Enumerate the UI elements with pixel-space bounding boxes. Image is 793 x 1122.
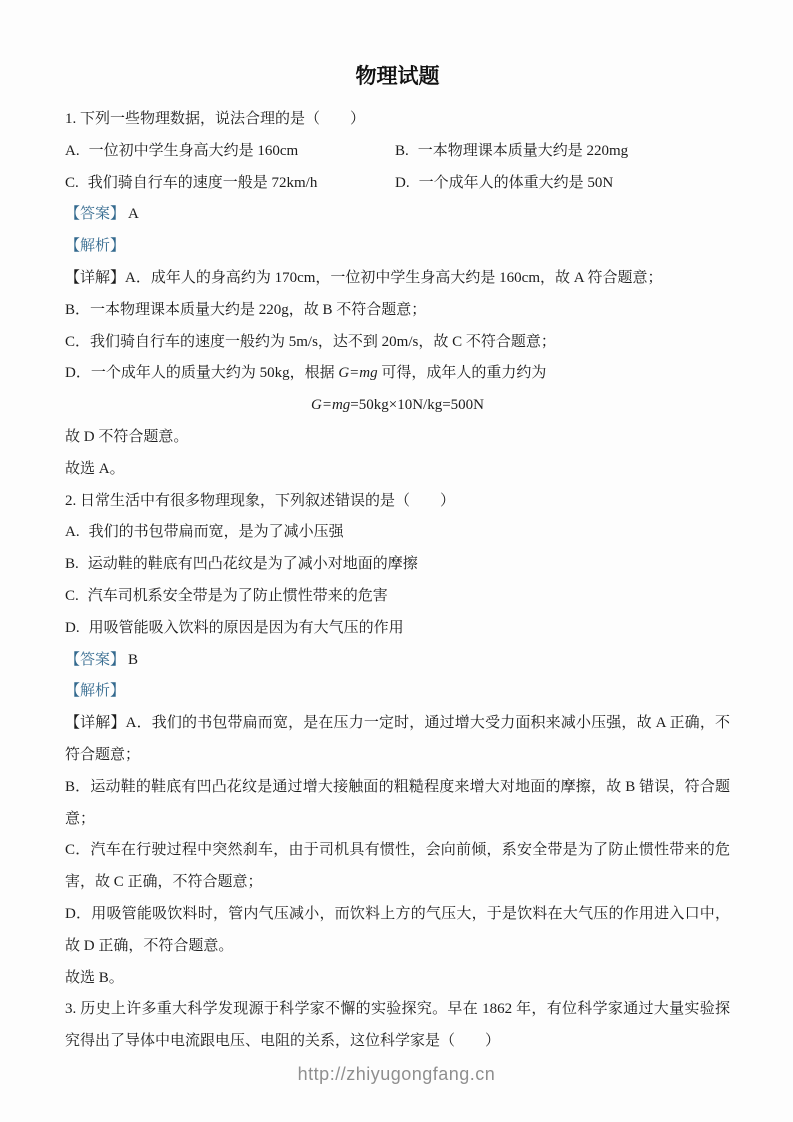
question-1-choice: 故选 A。 (65, 460, 125, 477)
option-text: 我们的书包带扁而宽，是为了减小压强 (88, 524, 344, 541)
question-3-stem: 3. 历史上许多重大科学发现源于科学家不懈的实验探究。早在 1862 年，有位科学家通过大量实验探究得出了导体中电流跟电压、电阻的关系，这位科学家是（ ） (65, 1001, 730, 1050)
option-label: C. (65, 174, 79, 191)
gravity-formula (65, 390, 730, 422)
detail-text: 可得，成年人的重力约为 (377, 365, 547, 382)
question-1-detail-b: B．一本物理课本质量大约是 220g，故 B 不符合题意； (65, 301, 427, 318)
option-label: D. (65, 619, 80, 636)
option-text: 一位初中学生身高大约是 160cm (88, 142, 299, 159)
option-text: 我们骑自行车的速度一般是 72km/h (87, 174, 318, 191)
option-label: B. (395, 142, 409, 159)
question-1-option-a (65, 136, 395, 168)
page-title: 物理试题 (355, 64, 440, 88)
question-1-detail-c: C．我们骑自行车的速度一般约为 5m/s，达不到 20m/s，故 C 不符合题意； (65, 333, 556, 350)
question-3 (65, 994, 730, 1058)
question-2-option-a (65, 517, 730, 549)
option-label: A. (65, 142, 80, 159)
question-2-detail-c: C．汽车在行驶过程中突然刹车，由于司机具有惯性，会向前倾，系安全带是为了防止惯性带来的危害，故 C 正确，不符合题意； (65, 842, 730, 891)
question-1-options (65, 136, 730, 200)
question-1-option-b (395, 136, 730, 168)
question-2-option-d (65, 613, 730, 645)
formula-italic-part: G=mg (310, 397, 351, 414)
answer-label: 【答案】 (65, 651, 126, 668)
option-label: C. (65, 587, 79, 604)
question-2-analysis-line (65, 676, 730, 708)
question-1-detail-d (65, 358, 730, 390)
question-2-choice: 故选 B。 (65, 969, 124, 986)
answer-value: A (128, 206, 139, 223)
option-text: 运动鞋的鞋底有凹凸花纹是为了减小对地面的摩擦 (87, 556, 418, 573)
question-2-answer-line (65, 645, 730, 677)
analysis-label: 【解析】 (65, 683, 126, 700)
option-label: A. (65, 524, 80, 541)
detail-label: 【详解】 (65, 269, 126, 286)
question-2-detail-b: B．运动鞋的鞋底有凹凸花纹是通过增大接触面的粗糙程度来增大对地面的摩擦，故 B 错误，符合题意； (65, 778, 730, 827)
detail-text: A．成年人的身高约为 170cm，一位初中学生身高大约是 160cm，故 A 符合题意； (125, 269, 663, 286)
option-text: 一本物理课本质量大约是 220mg (417, 142, 629, 159)
option-text: 汽车司机系安全带是为了防止惯性带来的危害 (87, 587, 388, 604)
option-text: 用吸管能吸入饮料的原因是因为有大气压的作用 (88, 619, 404, 636)
detail-label: 【详解】 (65, 715, 126, 732)
question-2-option-c (65, 581, 730, 613)
question-2-option-b (65, 549, 730, 581)
question-1-option-d (395, 168, 730, 200)
detail-text: A．我们的书包带扁而宽，是在压力一定时，通过增大受力面积来减小压强，故 A 正确，不符合题意； (65, 715, 730, 763)
analysis-label: 【解析】 (65, 238, 126, 255)
footer-watermark-url: http://zhiyugongfang.cn (297, 1064, 496, 1084)
question-2-detail-a (65, 708, 730, 772)
question-2-detail-d: D．用吸管能吸饮料时，管内气压减小，而饮料上方的气压大，于是饮料在大气压的作用进入口中，故 D 正确，不符合题意。 (65, 905, 730, 954)
question-1-analysis-line (65, 231, 730, 263)
formula-rest: =50kg×10N/kg=500N (350, 397, 484, 414)
question-1-detail-a (65, 263, 730, 295)
option-label: B. (65, 556, 79, 573)
question-2 (65, 486, 730, 995)
question-1 (65, 104, 730, 486)
question-2-stem: 2. 日常生活中有很多物理现象，下列叙述错误的是（ ） (65, 492, 456, 509)
question-1-answer-line (65, 199, 730, 231)
question-1-conclusion: 故 D 不符合题意。 (65, 428, 189, 445)
detail-text: D．一个成年人的质量大约为 50kg，根据 (65, 365, 339, 382)
answer-value: B (128, 651, 139, 668)
answer-label: 【答案】 (65, 206, 126, 223)
option-label: D. (395, 174, 410, 191)
question-1-stem: 1. 下列一些物理数据，说法合理的是（ ） (65, 111, 366, 127)
option-text: 一个成年人的体重大约是 50N (418, 174, 614, 191)
question-1-option-c (65, 168, 395, 200)
inline-formula: G=mg (338, 365, 378, 382)
